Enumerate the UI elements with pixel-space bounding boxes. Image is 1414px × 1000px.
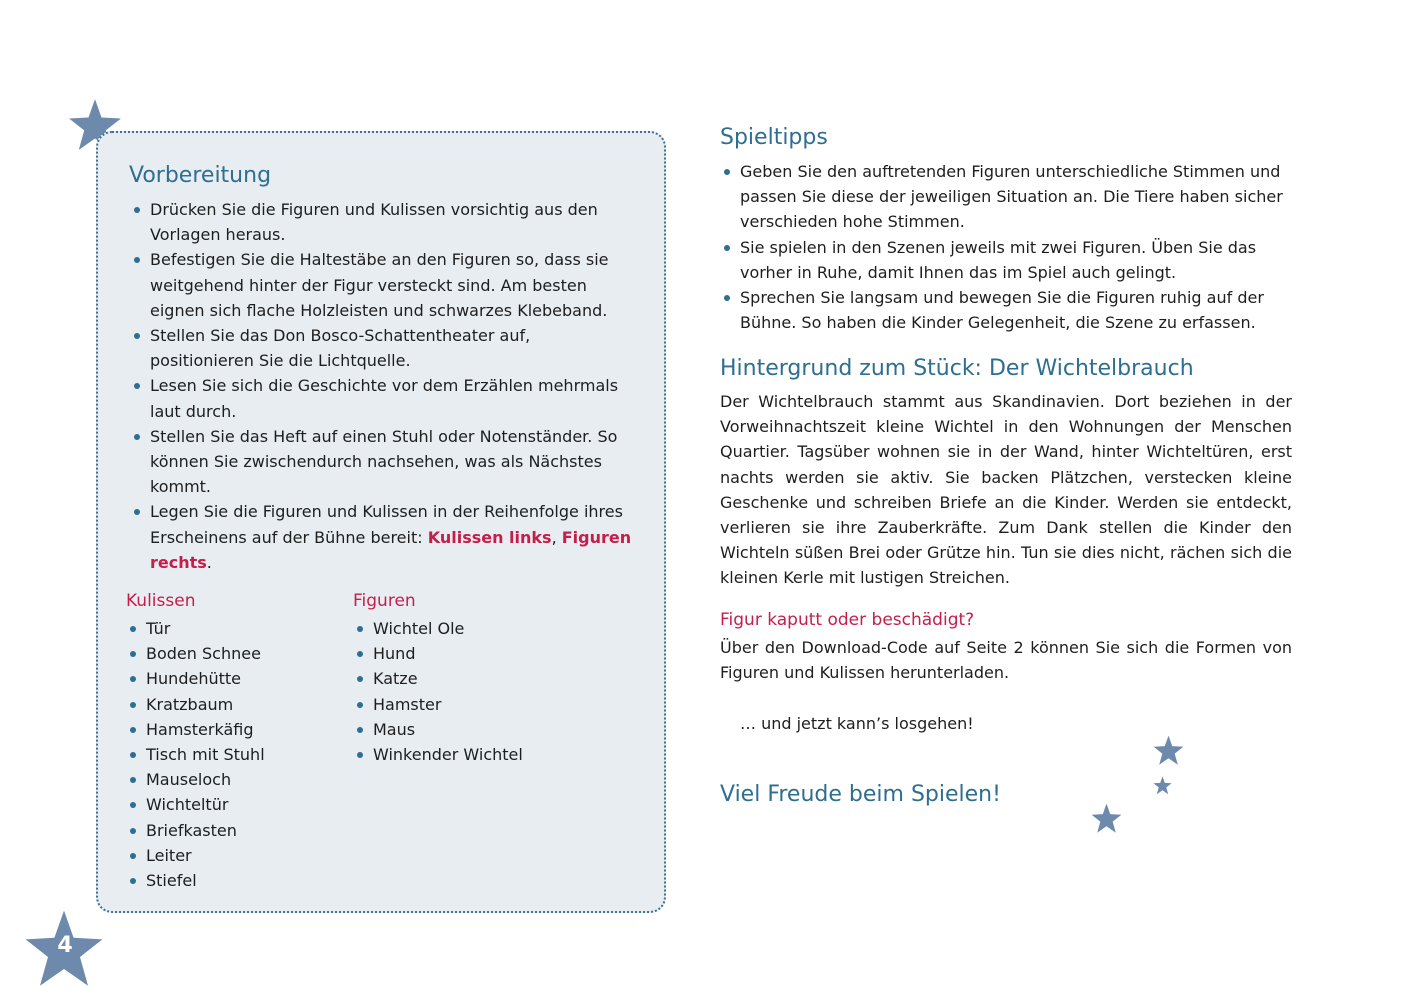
hintergrund-heading: Hintergrund zum Stück: Der Wichtelbrauch xyxy=(720,356,1194,381)
los-text: … und jetzt kann’s losgehen! xyxy=(740,714,974,733)
star-icon xyxy=(1153,735,1184,766)
kulissen-links-highlight: Kulissen links xyxy=(427,527,552,547)
list-item: Wichtel Ole xyxy=(353,616,593,641)
list-item: Sie spielen in den Szenen jeweils mit zwei Figuren. Üben Sie das vorher in Ruhe, damit Ihnen das im Spiel auch gelingt. xyxy=(720,235,1292,285)
list-item: Lesen Sie sich die Geschichte vor dem Erzählen mehrmals laut durch. xyxy=(130,373,632,423)
list-item: Stellen Sie das Heft auf einen Stuhl oder Notenständer. So können Sie zwischendurch nachsehen, was als Nächstes kommt. xyxy=(130,424,632,500)
kulissen-heading: Kulissen xyxy=(126,591,196,611)
closing-heading: Viel Freude beim Spielen! xyxy=(720,782,1001,807)
page-number: 4 xyxy=(57,933,73,958)
list-item xyxy=(130,499,632,575)
figuren-list xyxy=(353,616,593,767)
list-item: Maus xyxy=(353,717,593,742)
separator: , xyxy=(551,527,562,547)
spieltipps-heading: Spieltipps xyxy=(720,125,828,150)
kaputt-heading: Figur kaputt oder beschädigt? xyxy=(720,610,975,630)
list-item: Hundehütte xyxy=(126,666,326,691)
list-item: Befestigen Sie die Haltestäbe an den Figuren so, dass sie weitgehend hinter der Figur versteckt sind. Am besten eignen sich flache Holzleisten und schwarzes Klebeband. xyxy=(130,247,632,323)
list-item: Stiefel xyxy=(126,868,326,893)
list-item: Leiter xyxy=(126,843,326,868)
list-item: Wichteltür xyxy=(126,792,326,817)
list-item: Hamsterkäfig xyxy=(126,717,326,742)
list-item: Briefkasten xyxy=(126,818,326,843)
star-icon xyxy=(1153,776,1172,795)
list-item: Geben Sie den auftretenden Figuren unterschiedliche Stimmen und passen Sie diese der jeweiligen Situation an. Die Tiere haben sicher verschieden hohe Stimmen. xyxy=(720,159,1292,235)
star-icon xyxy=(1091,803,1122,834)
list-item-text: Legen Sie die Figuren und Kulissen in der Reihenfolge ihres Erscheinens auf der Bühne bereit: xyxy=(150,502,623,547)
list-item: Stellen Sie das Don Bosco-Schattentheater auf, positionieren Sie die Lichtquelle. xyxy=(130,323,632,373)
list-item: Winkender Wichtel xyxy=(353,742,593,767)
list-item: Hund xyxy=(353,641,593,666)
list-item: Sprechen Sie langsam und bewegen Sie die Figuren ruhig auf der Bühne. So haben die Kinder Gelegenheit, die Szene zu erfassen. xyxy=(720,285,1292,335)
list-item: Mauseloch xyxy=(126,767,326,792)
list-item: Drücken Sie die Figuren und Kulissen vorsichtig aus den Vorlagen heraus. xyxy=(130,197,632,247)
list-item: Katze xyxy=(353,666,593,691)
list-item: Kratzbaum xyxy=(126,692,326,717)
list-item: Tür xyxy=(126,616,326,641)
vorbereitung-heading: Vorbereitung xyxy=(129,163,272,188)
list-item: Hamster xyxy=(353,692,593,717)
figuren-heading: Figuren xyxy=(353,591,416,611)
kulissen-list xyxy=(126,616,326,893)
list-item: Tisch mit Stuhl xyxy=(126,742,326,767)
hintergrund-text: Der Wichtelbrauch stammt aus Skandinavien. Dort beziehen in der Vorweihnachtszeit kleine Wichtel in den Wohnungen der Menschen Quartier. Tagsüber wohnen sie in der Wand, hinter Wichteltüren, erst nachts werden sie aktiv. Sie backen Plätzchen, verstecken kleine Geschenke und schreiben Briefe an die Kinder. Werden sie entdeckt, verlieren sie ihre Zauberkräfte. Zum Dank stellen die Kinder den Wichteln süßen Brei oder Grütze hin. Tun sie dies nicht, rächen sich die kleinen Kerle mit lustigen Streichen. xyxy=(720,392,1292,588)
vorbereitung-list xyxy=(130,197,632,575)
kaputt-text: Über den Download-Code auf Seite 2 können Sie sich die Formen von Figuren und Kulissen herunterladen. xyxy=(720,638,1292,683)
figuren-rechts-highlight: Figuren rechts xyxy=(150,527,632,572)
list-item: Boden Schnee xyxy=(126,641,326,666)
spieltipps-list xyxy=(720,159,1292,335)
period: . xyxy=(206,552,212,572)
